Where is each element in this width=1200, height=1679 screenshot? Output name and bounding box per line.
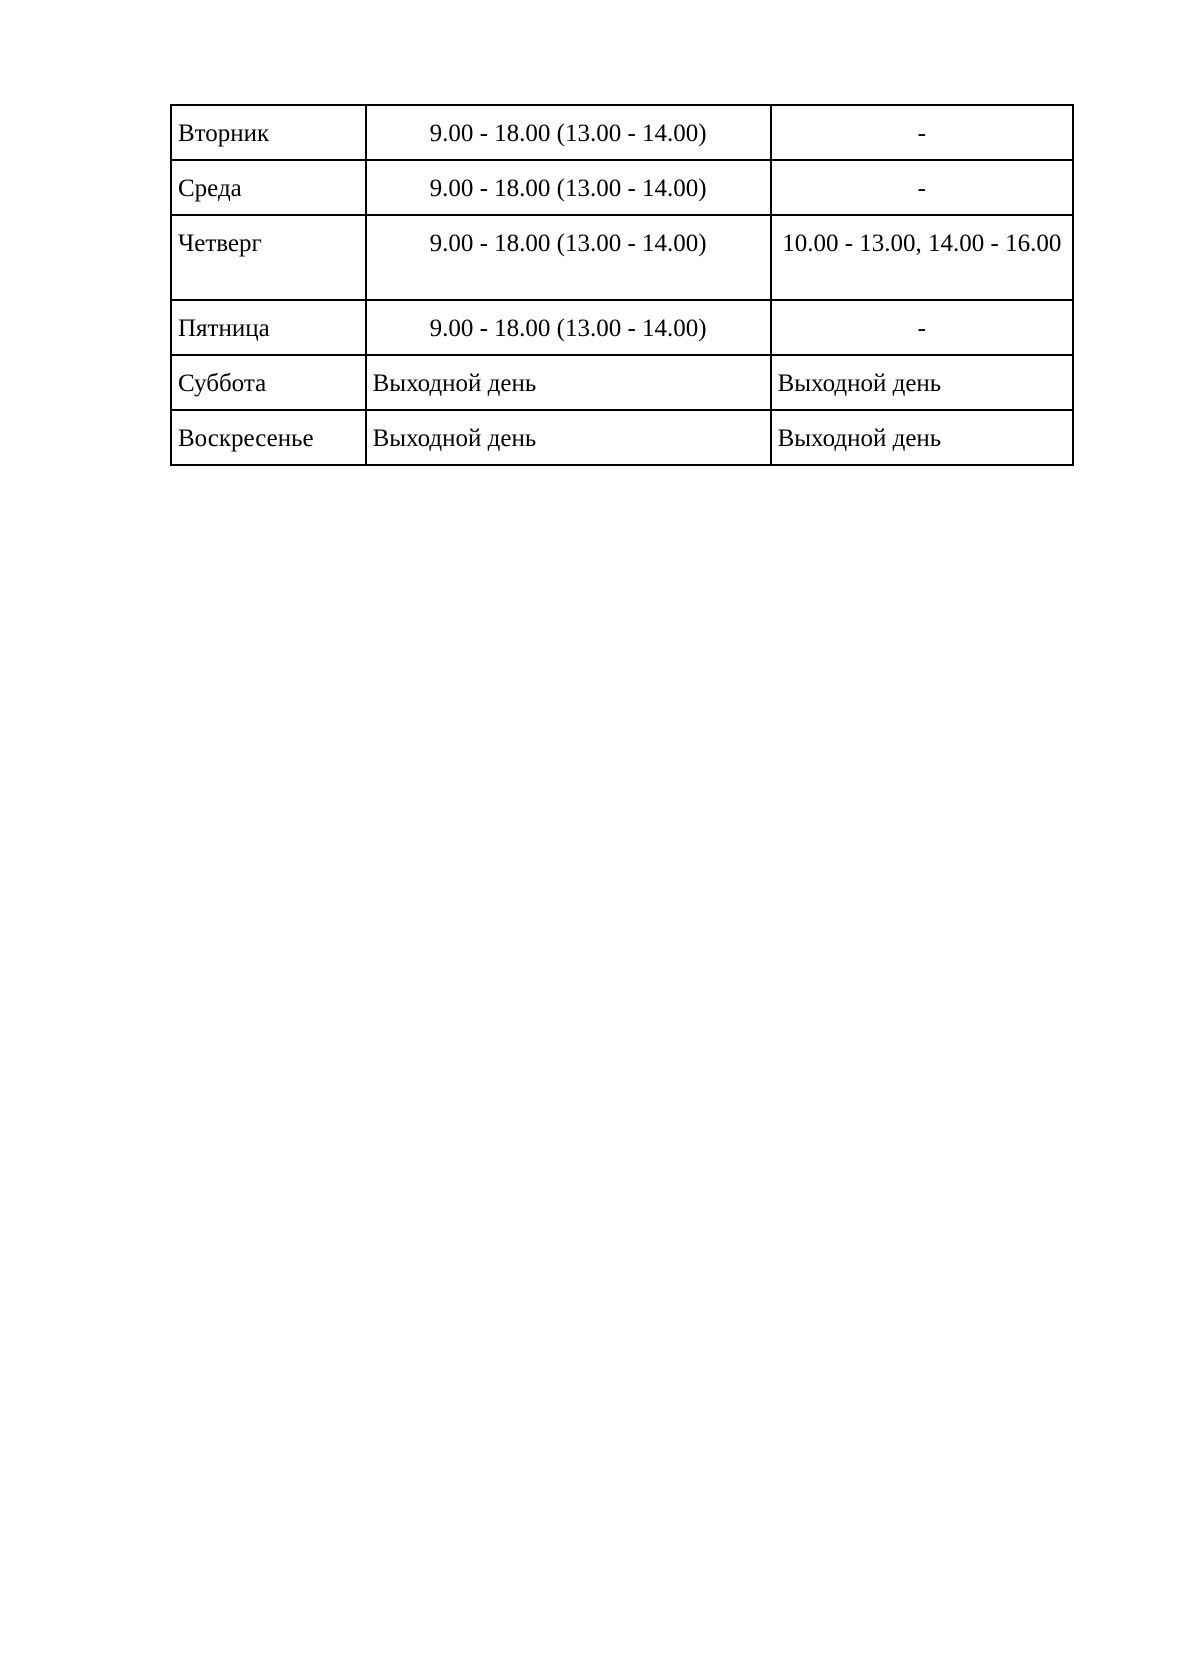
reception-cell [771,355,1073,410]
working-hours: 9.00 - 18.00 (13.00 - 14.00) [429,175,707,202]
table-row [171,410,1073,465]
day-cell [171,300,366,355]
table-row [171,105,1073,160]
day-label: Среда [178,175,242,202]
day-cell [171,105,366,160]
reception-hours: - [917,175,926,202]
reception-hours: - [917,315,926,342]
table-row [171,215,1073,300]
working-hours: 9.00 - 18.00 (13.00 - 14.00) [429,315,707,342]
day-cell [171,215,366,300]
working-hours: 9.00 - 18.00 (13.00 - 14.00) [429,120,707,147]
reception-hours: Выходной день [777,370,942,397]
hours-cell [366,105,771,160]
working-hours: Выходной день [372,370,537,397]
reception-hours: 10.00 - 13.00, 14.00 - 16.00 [782,230,1062,257]
reception-cell [771,160,1073,215]
day-label: Четверг [178,230,262,257]
working-hours: Выходной день [372,425,537,452]
reception-cell [771,215,1073,300]
reception-cell [771,410,1073,465]
reception-hours: - [917,120,926,147]
day-cell [171,410,366,465]
day-label: Суббота [178,370,267,397]
hours-cell [366,300,771,355]
table-row [171,160,1073,215]
day-cell [171,355,366,410]
day-label: Вторник [178,120,270,147]
working-hours: 9.00 - 18.00 (13.00 - 14.00) [429,230,707,257]
reception-cell [771,300,1073,355]
day-cell [171,160,366,215]
table-row [171,300,1073,355]
day-label: Пятница [178,315,270,342]
hours-cell [366,355,771,410]
reception-cell [771,105,1073,160]
table-row [171,355,1073,410]
day-label: Воскресенье [178,425,314,452]
schedule-table [170,104,1074,466]
hours-cell [366,410,771,465]
reception-hours: Выходной день [777,425,942,452]
hours-cell [366,160,771,215]
hours-cell [366,215,771,300]
